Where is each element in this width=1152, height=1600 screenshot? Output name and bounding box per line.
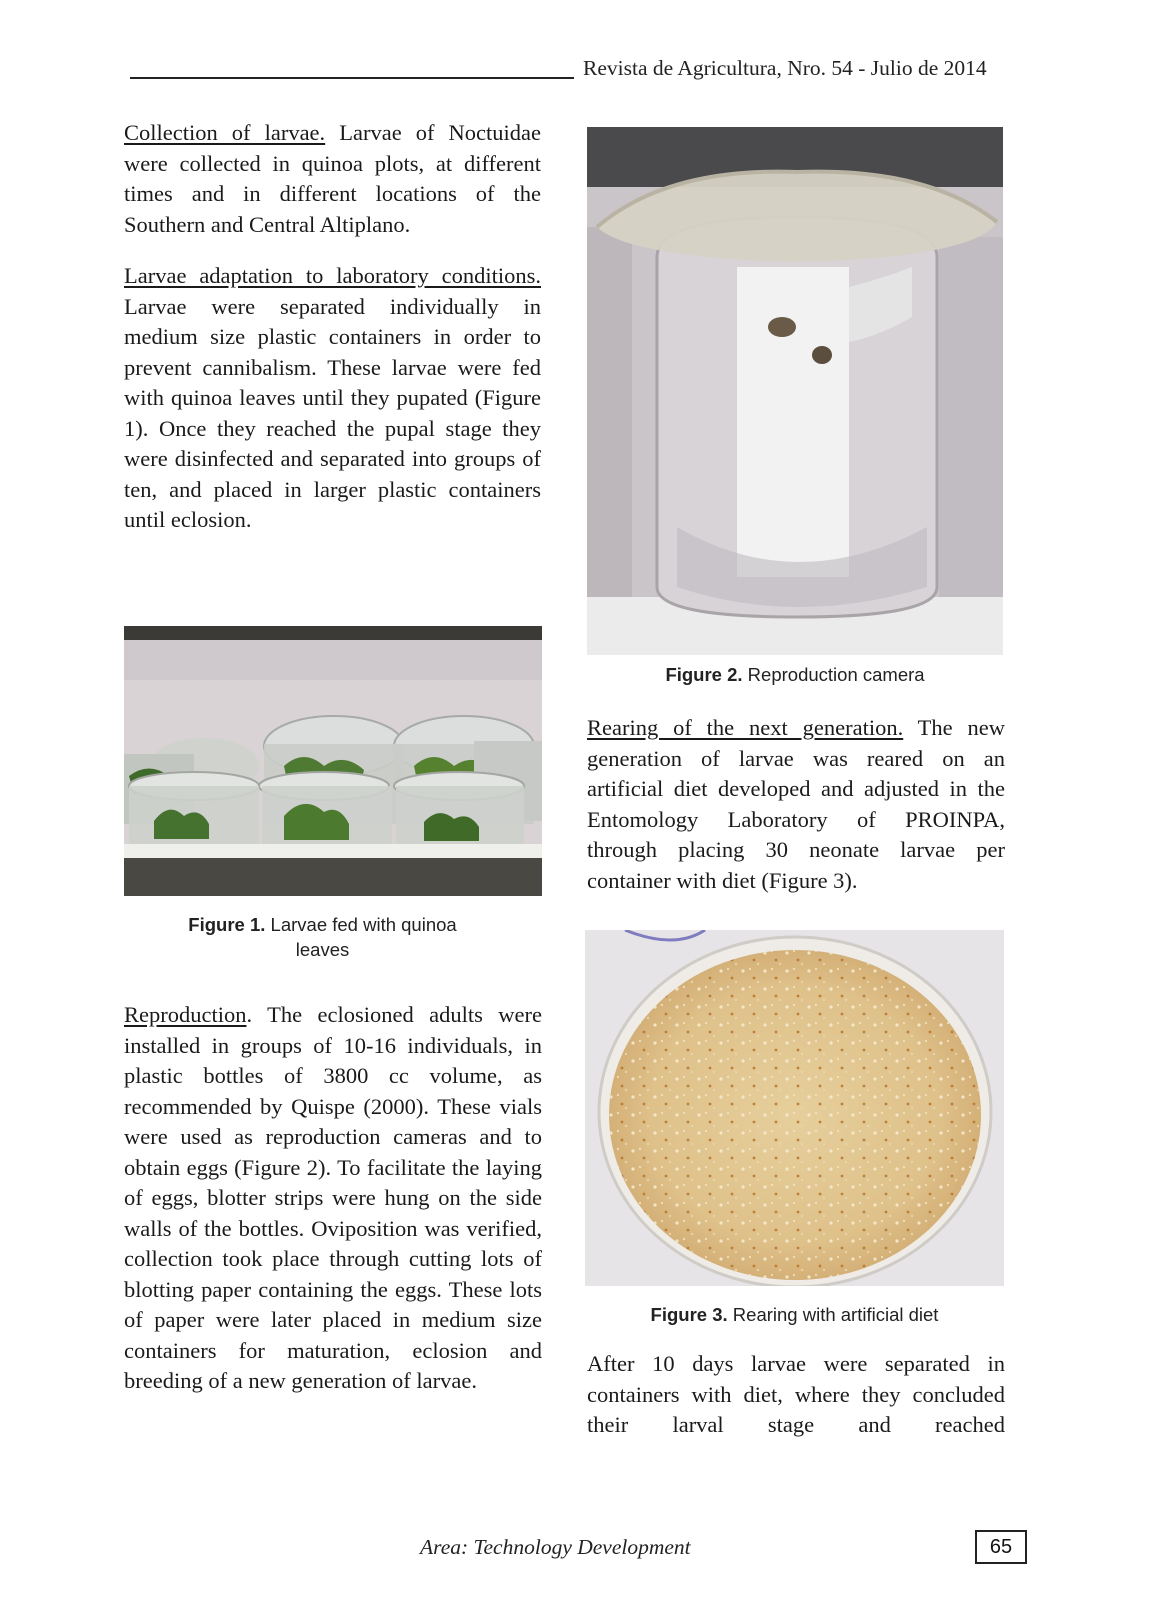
- figure-label: Figure 1.: [188, 914, 266, 935]
- figure-label: Figure 2.: [665, 664, 743, 685]
- paragraph-heading: Rearing of the next generation.: [587, 715, 904, 740]
- figure-caption-text: Larvae fed with quinoa leaves: [265, 914, 457, 960]
- paragraph-body: Larvae were separated individually in medium size plastic containers in order to prevent cannibalism. These larvae were fed with quinoa leaves until they pupated (Figure 1). Once they reached the pupal stage they were disinfected and separated into groups of ten, and placed in larger plastic containers until eclosion.: [124, 293, 541, 532]
- paragraph-rearing: [587, 713, 1005, 896]
- paragraph-heading: Collection of larvae.: [124, 120, 326, 145]
- page-number: 65: [975, 1530, 1027, 1564]
- paragraph-body: After 10 days larvae were separated in containers with diet, where they concluded their larval stage and reached: [587, 1351, 1005, 1437]
- figure-caption-text: Reproduction camera: [742, 664, 925, 685]
- figure-1-caption: [180, 912, 465, 962]
- paragraph-body: The new generation of larvae was reared on an artificial diet developed and adjusted in the Entomology Laboratory of PROINPA, through placing 30 neonate larvae per container with diet (Figure 3).: [587, 715, 1005, 893]
- figure-3-caption: [585, 1302, 1004, 1327]
- paragraph-reproduction: [124, 1000, 542, 1397]
- paragraph-collection: [124, 118, 541, 240]
- paragraph-body: . The eclosioned adults were installed in groups of 10-16 individuals, in plastic bottles of 3800 cc volume, as recommended by Quispe (2000). These vials were used as reproduction cameras and to obtain eggs (Figure 2). To facilitate the laying of eggs, blotter strips were hung on the side walls of the bottles. Oviposition was verified, collection took place through cutting lots of blotting paper containing the eggs. These lots of paper were later placed in medium size containers for maturation, eclosion and breeding of a new generation of larvae.: [124, 1002, 542, 1393]
- footer-area: Area: Technology Development: [420, 1535, 691, 1559]
- paragraph-after-10-days: [587, 1349, 1005, 1441]
- figure-caption-text: Rearing with artificial diet: [727, 1304, 939, 1325]
- figure-3-photo: [585, 930, 1004, 1286]
- figure-1-photo: [124, 626, 542, 896]
- figure-label: Figure 3.: [650, 1304, 728, 1325]
- paragraph-adaptation: [124, 261, 541, 536]
- figure-2-photo: [587, 127, 1003, 655]
- paragraph-heading: Larvae adaptation to laboratory conditions.: [124, 263, 541, 288]
- paragraph-heading: Reproduction: [124, 1002, 247, 1027]
- header-rule: [130, 77, 574, 79]
- figure-2-caption: [587, 662, 1003, 687]
- journal-header: Revista de Agricultura, Nro. 54 - Julio de 2014: [583, 56, 987, 80]
- paragraph-body: Larvae of Noctuidae were collected in quinoa plots, at different times and in different locations of the Southern and Central Altiplano.: [124, 120, 541, 237]
